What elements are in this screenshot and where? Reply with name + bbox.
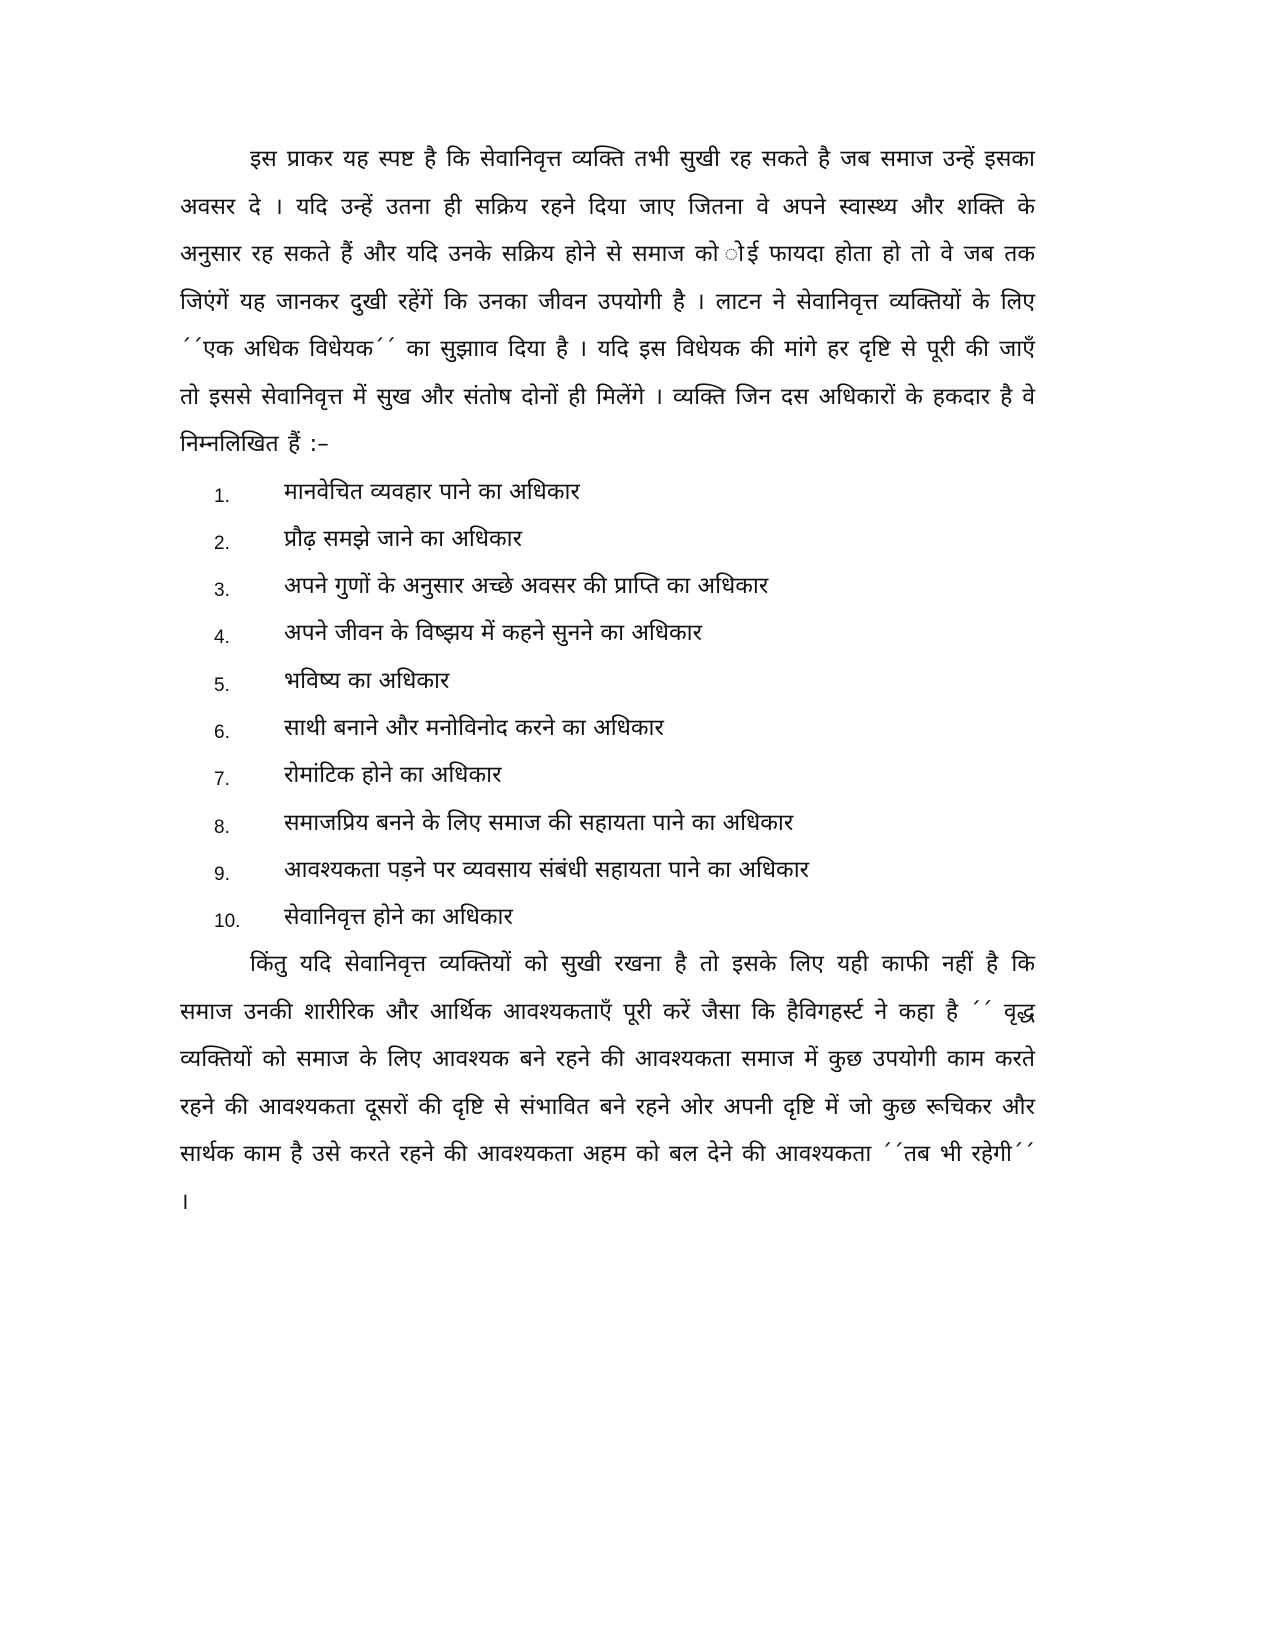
list-item (180, 705, 1035, 752)
list-item-text: आवश्यकता पड़ने पर व्यवसाय संबंधी सहायता पाने का अधिकार (284, 856, 810, 883)
list-item-number: 7. (214, 769, 230, 791)
list-item (180, 516, 1035, 563)
list-item-number: 1. (214, 485, 230, 507)
list-item-number: 8. (214, 816, 230, 838)
list-item-text: समाजप्रिय बनने के लिए समाज की सहायता पाने का अधिकार (284, 809, 794, 836)
page-body (180, 136, 1035, 1226)
list-item-number: 3. (214, 580, 230, 602)
list-item-text: भविष्य का अधिकार (284, 667, 450, 694)
list-item-number: 5. (214, 674, 230, 696)
list-item-number: 10. (214, 911, 241, 933)
closing-paragraph: किंतु यदि सेवानिवृत्त व्यक्तियों को सुखी रखना है तो इसके लिए यही काफी नहीं है कि समाज उनकी शारीरिक और आर्थिक आवश्यकताएँ पूरी करें जैसा कि हैविगहर्स्ट ने कहा है ´´ वृद्ध व्यक्तियों को समाज के लिए आवश्यक बने रहने की आवश्यकता समाज में कुछ उपयोगी काम करते रहने की आवश्यकता दूसरों की दृष्टि से संभावित बने रहने ओर अपनी दृष्टि में जो कुछ रूचिकर और सार्थक काम है उसे करते रहने की आवश्यकता अहम को बल देने की आवश्यकता ´´तब भी रहेगी´´ । (180, 951, 1035, 1215)
list-item (180, 563, 1035, 610)
list-item (180, 658, 1035, 705)
intro-paragraph: इस प्राकर यह स्पष्ट है कि सेवानिवृत्त व्यक्ति तभी सुखी रह सकते है जब समाज उन्हें इसका अवसर दे । यदि उन्हें उतना ही सक्रिय रहने दिया जाए जितना वे अपने स्वास्थ्य और शक्ति के अनुसार रह सकते हैं और यदि उनके सक्रिय होने से समाज को ोई फायदा होता हो तो वे जब तक जिएंगें यह जानकर दुखी रहेंगें कि उनका जीवन उपयोगी है । लाटन ने सेवानिवृत्त व्यक्तियों के लिए ´´एक अधिक विधेयक´´ का सुझााव दिया है । यदि इस विधेयक की मांगे हर दृष्टि से पूरी की जाएँ तो इससे सेवानिवृत्त में सुख और संतोष दोनों ही मिलेंगे । व्यक्ति जिन दस अधिकारों के हकदार है वे निम्नलिखित हैं :– (180, 146, 1035, 457)
list-item-text: सेवानिवृत्त होने का अधिकार (284, 904, 513, 931)
rights-list (180, 469, 1035, 942)
list-item (180, 610, 1035, 657)
list-item-text: अपने गुणों के अनुसार अच्छे अवसर की प्राप्ति का अधिकार (284, 573, 769, 600)
list-item-text: अपने जीवन के विष्झय में कहने सुनने का अधिकार (284, 620, 703, 647)
list-item-number: 2. (214, 532, 230, 554)
list-item-number: 4. (214, 627, 230, 649)
list-item (180, 894, 1035, 941)
list-item-number: 9. (214, 863, 230, 885)
list-item-text: मानवेचित व्यवहार पाने का अधिकार (284, 478, 580, 505)
list-item-text: रोमांटिक होने का अधिकार (284, 762, 502, 789)
list-item-text: प्रौढ़ समझे जाने का अधिकार (284, 525, 523, 552)
list-item (180, 469, 1035, 516)
list-item-text: साथी बनाने और मनोविनोद करने का अधिकार (284, 714, 664, 741)
list-item (180, 800, 1035, 847)
list-item (180, 752, 1035, 799)
list-item (180, 847, 1035, 894)
list-item-number: 6. (214, 721, 230, 743)
